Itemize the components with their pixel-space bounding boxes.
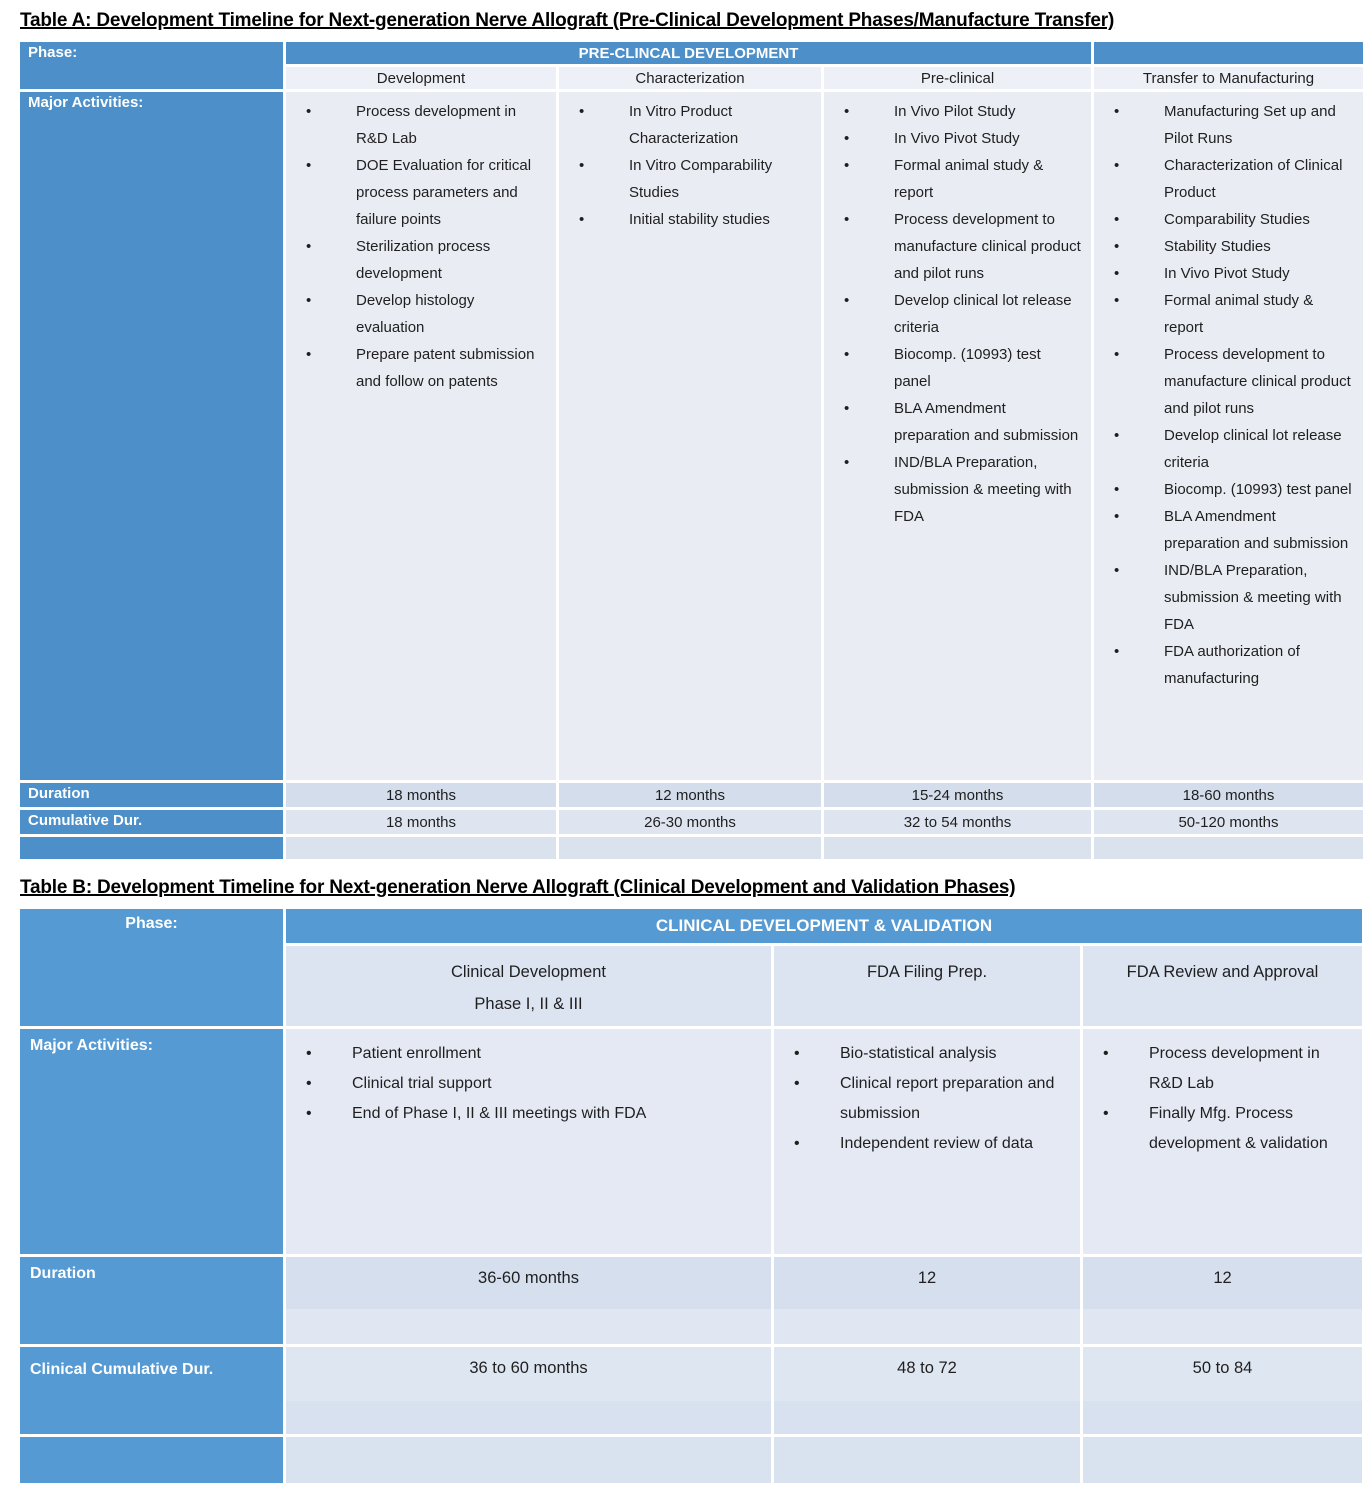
activity-item [286,287,556,341]
bullet-icon: • [306,103,312,120]
activity-item [774,1039,1080,1069]
table-a-activities-characterization [559,92,821,780]
activity-text: Sterilization process development [356,238,491,282]
table-a-col-header-characterization: Characterization [559,67,821,89]
bullet-icon: • [1114,481,1120,498]
activity-item [1094,557,1363,638]
activity-text: End of Phase I, II & III meetings with FDA [352,1105,647,1122]
activity-text: Develop histology evaluation [356,292,475,336]
table-b-duration-fda-filing: 12 [774,1257,1080,1344]
table-a-phase-label: Phase: [20,42,283,89]
bullet-icon: • [844,346,850,363]
table-a-activities-development [286,92,556,780]
activity-item [824,449,1091,530]
bullet-icon: • [844,400,850,417]
table-a-duration-transfer: 18-60 months [1094,783,1363,807]
table-a-cumulative-label: Cumulative Dur. [20,810,283,834]
bullet-icon: • [579,211,585,228]
bullet-icon: • [794,1135,800,1152]
activity-text: Process development in R&D Lab [1149,1045,1320,1092]
table-b-activities-clinical-development [286,1029,771,1254]
bullet-icon: • [1103,1045,1109,1062]
table-b-activities-fda-review [1083,1029,1362,1254]
table-a-empty-cell [824,837,1091,859]
bullet-icon: • [1114,292,1120,309]
bullet-icon: • [306,238,312,255]
table-a-empty-label [20,837,283,859]
table-b-empty-cell [774,1437,1080,1483]
activity-item [286,1099,771,1129]
bullet-icon: • [844,211,850,228]
activity-text: In Vivo Pivot Study [894,130,1020,147]
table-a-cumulative-characterization: 26-30 months [559,810,821,834]
activity-text: Process development to manufacture clinical product and pilot runs [894,211,1081,282]
table-a-title: Table A: Development Timeline for Next-generation Nerve Allograft (Pre-Clinical Development Phases/Manufacture Transfer) [20,10,1115,31]
activity-text: In Vivo Pilot Study [894,103,1016,120]
activity-item [1094,260,1363,287]
activity-item [286,152,556,233]
table-b-major-activities-label: Major Activities: [20,1029,283,1254]
activity-text: IND/BLA Preparation, submission & meeting with FDA [894,454,1072,525]
table-a-empty-cell [559,837,821,859]
bullet-icon: • [579,103,585,120]
activity-item [774,1069,1080,1129]
bullet-icon: • [1114,157,1120,174]
bullet-icon: • [1114,508,1120,525]
activity-text: Patient enrollment [352,1045,481,1062]
activity-item [774,1129,1080,1159]
bullet-icon: • [306,1075,312,1092]
activity-text: Prepare patent submission and follow on patents [356,346,535,390]
activity-text: Formal animal study & report [1164,292,1314,336]
activity-text: Formal animal study & report [894,157,1044,201]
activity-item [559,98,821,152]
table-a-cumulative-transfer: 50-120 months [1094,810,1363,834]
activity-item [286,341,556,395]
bullet-icon: • [844,130,850,147]
bullet-icon: • [1114,103,1120,120]
activity-text: In Vitro Product Characterization [629,103,739,147]
table-a-duration-preclinical: 15-24 months [824,783,1091,807]
table-a-empty-cell [286,837,556,859]
table-b-col-header-clinical-development [286,946,771,1026]
activity-item [286,233,556,287]
activity-text: Characterization of Clinical Product [1164,157,1343,201]
table-a-duration-characterization: 12 months [559,783,821,807]
table-a-cumulative-development: 18 months [286,810,556,834]
activity-text: Clinical trial support [352,1075,492,1092]
activity-text: Comparability Studies [1164,211,1310,228]
activity-item [824,395,1091,449]
cumulative-label-text: Clinical Cumulative Dur. [30,1361,214,1378]
bullet-icon: • [794,1045,800,1062]
table-b-phase-header: CLINICAL DEVELOPMENT & VALIDATION [286,909,1362,943]
table-a-activities-transfer [1094,92,1363,780]
table-a [20,42,1362,859]
table-b-cumulative-fda-review: 50 to 84 [1083,1347,1362,1434]
bullet-icon: • [1114,211,1120,228]
table-b-duration-fda-review: 12 [1083,1257,1362,1344]
activity-item [1094,476,1363,503]
activity-text: Stability Studies [1164,238,1271,255]
bullet-icon: • [1114,562,1120,579]
table-b-activities-fda-filing [774,1029,1080,1254]
table-b-col-header-fda-review: FDA Review and Approval [1083,946,1362,1026]
bullet-icon: • [794,1075,800,1092]
activity-item [1083,1099,1362,1159]
table-b-cumulative-clinical-development: 36 to 60 months [286,1347,771,1434]
activity-text: Biocomp. (10993) test panel [894,346,1041,390]
activity-text: Initial stability studies [629,211,770,228]
activity-text: Bio-statistical analysis [840,1045,997,1062]
activity-item [1094,422,1363,476]
col-header-line1: Clinical Development [451,963,606,981]
table-b-duration-label: Duration [20,1257,283,1344]
table-a-col-header-development: Development [286,67,556,89]
table-a-col-header-preclinical: Pre-clinical [824,67,1091,89]
bullet-icon: • [306,292,312,309]
bullet-icon: • [844,454,850,471]
table-b-empty-cell [286,1437,771,1483]
activity-item [1094,206,1363,233]
activity-item [824,341,1091,395]
activity-text: Finally Mfg. Process development & validation [1149,1105,1328,1152]
activity-text: In Vivo Pivot Study [1164,265,1290,282]
activity-item [1094,503,1363,557]
table-a-col-header-transfer: Transfer to Manufacturing [1094,67,1363,89]
table-b-cumulative-fda-filing: 48 to 72 [774,1347,1080,1434]
table-b-col-header-fda-filing: FDA Filing Prep. [774,946,1080,1026]
activity-item [559,206,821,233]
table-a-cumulative-preclinical: 32 to 54 months [824,810,1091,834]
bullet-icon: • [306,1045,312,1062]
activity-item [824,152,1091,206]
table-a-activities-preclinical [824,92,1091,780]
activity-text: Independent review of data [840,1135,1034,1152]
activity-item [824,125,1091,152]
activity-text: Process development in R&D Lab [356,103,517,147]
activity-text: Process development to manufacture clinical product and pilot runs [1164,346,1351,417]
table-b-duration-clinical-development: 36-60 months [286,1257,771,1344]
bullet-icon: • [306,1105,312,1122]
bullet-icon: • [1114,643,1120,660]
bullet-icon: • [579,157,585,174]
bullet-icon: • [306,157,312,174]
activity-text: Clinical report preparation and submission [840,1075,1055,1122]
activity-text: IND/BLA Preparation, submission & meeting with FDA [1164,562,1342,633]
activity-item [1094,233,1363,260]
activity-item [1094,638,1363,692]
activity-text: Biocomp. (10993) test panel [1164,481,1352,498]
activity-item [559,152,821,206]
table-b-empty-label [20,1437,283,1483]
table-b-cumulative-label [20,1347,283,1434]
activity-text: Manufacturing Set up and Pilot Runs [1164,103,1336,147]
table-a-phase-header-spacer [1094,42,1363,64]
activity-item [1094,98,1363,152]
activity-item [1094,287,1363,341]
table-b [20,909,1362,1483]
activity-item [824,98,1091,125]
bullet-icon: • [306,346,312,363]
activity-item [1083,1039,1362,1099]
activity-text: BLA Amendment preparation and submission [894,400,1079,444]
table-a-duration-label: Duration [20,783,283,807]
bullet-icon: • [1103,1105,1109,1122]
table-a-phase-header: PRE-CLINCAL DEVELOPMENT [286,42,1091,64]
activity-text: In Vitro Comparability Studies [629,157,773,201]
activity-item [1094,341,1363,422]
activity-text: DOE Evaluation for critical process parameters and failure points [356,157,532,228]
bullet-icon: • [1114,238,1120,255]
activity-text: Develop clinical lot release criteria [1164,427,1342,471]
col-header-line2: Phase I, II & III [474,995,583,1013]
activity-item [286,1039,771,1069]
activity-item [286,1069,771,1099]
activity-text: FDA authorization of manufacturing [1164,643,1300,687]
activity-item [286,98,556,152]
table-a-duration-development: 18 months [286,783,556,807]
bullet-icon: • [844,157,850,174]
activity-item [824,287,1091,341]
activity-item [824,206,1091,287]
activity-text: Develop clinical lot release criteria [894,292,1072,336]
table-a-major-activities-label: Major Activities: [20,92,283,780]
bullet-icon: • [844,103,850,120]
activity-item [1094,152,1363,206]
table-a-empty-cell [1094,837,1363,859]
bullet-icon: • [1114,346,1120,363]
activity-text: BLA Amendment preparation and submission [1164,508,1349,552]
bullet-icon: • [1114,265,1120,282]
table-b-phase-label: Phase: [20,909,283,1026]
bullet-icon: • [1114,427,1120,444]
table-b-empty-cell [1083,1437,1362,1483]
bullet-icon: • [844,292,850,309]
table-b-title: Table B: Development Timeline for Next-generation Nerve Allograft (Clinical Development and Validation Phases) [20,877,1016,898]
